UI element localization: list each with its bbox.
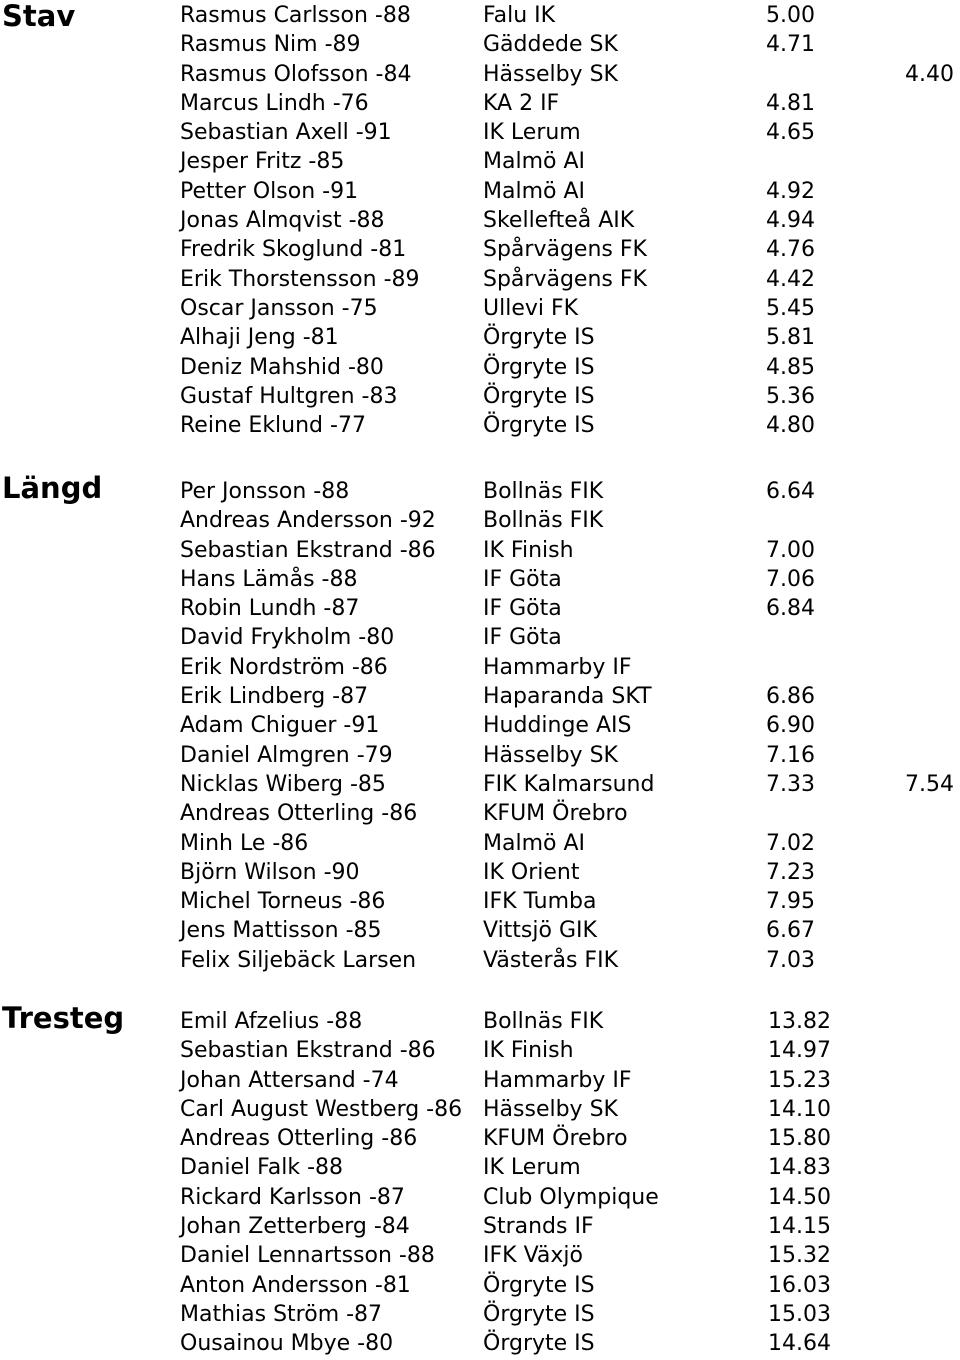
section-heading: Tresteg [2, 1001, 125, 1035]
result-row [0, 478, 960, 507]
result-row [0, 1125, 960, 1154]
club-name: Hammarby IF [483, 1067, 632, 1093]
athlete-name: Minh Le -86 [180, 830, 309, 856]
athlete-name: Sebastian Axell -91 [180, 120, 392, 146]
result-value: 5.00 [766, 3, 815, 28]
club-name: Malmö AI [483, 178, 585, 204]
result-row [0, 1330, 960, 1359]
athlete-name: Rasmus Olofsson -84 [180, 61, 412, 87]
result-row [0, 624, 960, 653]
result-row [0, 1272, 960, 1301]
result-value: 6.86 [766, 684, 815, 710]
result-row [0, 1154, 960, 1183]
result-value: 5.81 [766, 325, 815, 351]
extra-result-value: 4.40 [905, 61, 954, 87]
result-row [0, 2, 960, 31]
club-name: Skellefteå AIK [483, 208, 635, 234]
club-name: Bollnäs FIK [483, 479, 604, 504]
athlete-name: David Frykholm -80 [180, 625, 395, 651]
result-value: 4.80 [766, 413, 815, 439]
club-name: Bollnäs FIK [483, 508, 604, 534]
result-value: 7.00 [766, 537, 815, 563]
athlete-name: Andreas Otterling -86 [180, 801, 418, 827]
result-row [0, 742, 960, 771]
athlete-name: Daniel Lennartsson -88 [180, 1243, 435, 1269]
club-name: Hässelby SK [483, 61, 618, 87]
result-row [0, 1301, 960, 1330]
results-list [0, 2, 960, 441]
result-value: 15.03 [768, 1301, 831, 1327]
athlete-name: Rasmus Nim -89 [180, 32, 361, 58]
athlete-name: Erik Lindberg -87 [180, 684, 369, 710]
athlete-name: Fredrik Skoglund -81 [180, 237, 407, 263]
athlete-name: Erik Thorstensson -89 [180, 266, 420, 292]
club-name: IF Göta [483, 625, 562, 651]
athlete-name: Michel Torneus -86 [180, 889, 386, 915]
result-value: 7.23 [766, 859, 815, 885]
club-name: Club Olympique [483, 1184, 659, 1210]
club-name: FIK Kalmarsund [483, 771, 655, 797]
result-value: 4.81 [766, 90, 815, 116]
result-row [0, 236, 960, 265]
result-row [0, 148, 960, 177]
result-row [0, 1213, 960, 1242]
athlete-name: Oscar Jansson -75 [180, 295, 378, 321]
result-value: 15.23 [768, 1067, 831, 1093]
athlete-name: Jonas Almqvist -88 [180, 208, 385, 234]
result-row [0, 1067, 960, 1096]
result-row [0, 947, 960, 976]
athlete-name: Hans Lämås -88 [180, 566, 358, 592]
result-row [0, 771, 960, 800]
club-name: IK Lerum [483, 120, 581, 146]
club-name: Örgryte IS [483, 1331, 595, 1357]
result-row [0, 31, 960, 60]
club-name: IK Lerum [483, 1155, 581, 1181]
result-row [0, 595, 960, 624]
result-row [0, 324, 960, 353]
club-name: Hammarby IF [483, 654, 632, 680]
club-name: IFK Växjö [483, 1243, 583, 1269]
athlete-name: Adam Chiguer -91 [180, 713, 380, 739]
club-name: Huddinge AIS [483, 713, 632, 739]
result-row [0, 683, 960, 712]
results-list [0, 1008, 960, 1360]
athlete-name: Rickard Karlsson -87 [180, 1184, 405, 1210]
club-name: Örgryte IS [483, 1272, 595, 1298]
result-value: 4.76 [766, 237, 815, 263]
club-name: Örgryte IS [483, 383, 595, 409]
club-name: IF Göta [483, 596, 562, 622]
athlete-name: Andreas Andersson -92 [180, 508, 436, 534]
result-value: 7.03 [766, 947, 815, 973]
athlete-name: Per Jonsson -88 [180, 479, 350, 504]
result-row [0, 90, 960, 119]
section-heading: Stav [2, 0, 76, 33]
club-name: Falu IK [483, 3, 556, 28]
athlete-name: Jesper Fritz -85 [180, 149, 345, 175]
result-row [0, 383, 960, 412]
result-value: 14.83 [768, 1155, 831, 1181]
athlete-name: Sebastian Ekstrand -86 [180, 537, 436, 563]
athlete-name: Erik Nordström -86 [180, 654, 388, 680]
result-value: 16.03 [768, 1272, 831, 1298]
club-name: IK Orient [483, 859, 580, 885]
club-name: IF Göta [483, 566, 562, 592]
athlete-name: Sebastian Ekstrand -86 [180, 1038, 436, 1064]
result-value: 15.32 [768, 1243, 831, 1269]
result-value: 14.15 [768, 1214, 831, 1240]
club-name: Vittsjö GIK [483, 918, 597, 944]
club-name: IFK Tumba [483, 889, 597, 915]
athlete-name: Andreas Otterling -86 [180, 1126, 418, 1152]
club-name: Ullevi FK [483, 295, 579, 321]
result-row [0, 266, 960, 295]
athlete-name: Johan Attersand -74 [180, 1067, 399, 1093]
club-name: Gäddede SK [483, 32, 618, 58]
result-row [0, 830, 960, 859]
result-row [0, 1008, 960, 1037]
result-value: 5.36 [766, 383, 815, 409]
club-name: KA 2 IF [483, 90, 560, 116]
result-value: 4.42 [766, 266, 815, 292]
athlete-name: Emil Afzelius -88 [180, 1009, 363, 1034]
club-name: Malmö AI [483, 830, 585, 856]
result-value: 4.85 [766, 354, 815, 380]
result-row [0, 354, 960, 383]
result-row [0, 295, 960, 324]
result-row [0, 1184, 960, 1213]
result-value: 7.06 [766, 566, 815, 592]
result-row [0, 800, 960, 829]
result-value: 6.84 [766, 596, 815, 622]
athlete-name: Johan Zetterberg -84 [180, 1214, 410, 1240]
club-name: Örgryte IS [483, 325, 595, 351]
result-value: 14.10 [768, 1096, 831, 1122]
section-heading: Längd [2, 471, 103, 505]
athlete-name: Deniz Mahshid -80 [180, 354, 384, 380]
club-name: Västerås FIK [483, 947, 618, 973]
result-value: 4.71 [766, 32, 815, 58]
result-value: 14.64 [768, 1331, 831, 1357]
result-value: 4.65 [766, 120, 815, 146]
result-row [0, 1037, 960, 1066]
athlete-name: Felix Siljebäck Larsen [180, 947, 417, 973]
result-row [0, 917, 960, 946]
club-name: IK Finish [483, 1038, 574, 1064]
result-row [0, 888, 960, 917]
result-value: 14.97 [768, 1038, 831, 1064]
club-name: Malmö AI [483, 149, 585, 175]
athlete-name: Anton Andersson -81 [180, 1272, 411, 1298]
athlete-name: Daniel Falk -88 [180, 1155, 344, 1181]
result-value: 5.45 [766, 295, 815, 321]
result-row [0, 1096, 960, 1125]
result-value: 6.90 [766, 713, 815, 739]
athlete-name: Björn Wilson -90 [180, 859, 360, 885]
athlete-name: Nicklas Wiberg -85 [180, 771, 386, 797]
result-row [0, 1242, 960, 1271]
club-name: Hässelby SK [483, 1096, 618, 1122]
result-row [0, 712, 960, 741]
result-value: 4.94 [766, 208, 815, 234]
club-name: Bollnäs FIK [483, 1009, 604, 1034]
club-name: Strands IF [483, 1214, 594, 1240]
result-value: 7.95 [766, 889, 815, 915]
athlete-name: Rasmus Carlsson -88 [180, 3, 411, 28]
athlete-name: Alhaji Jeng -81 [180, 325, 339, 351]
result-row [0, 207, 960, 236]
result-row [0, 654, 960, 683]
athlete-name: Gustaf Hultgren -83 [180, 383, 398, 409]
athlete-name: Reine Eklund -77 [180, 413, 366, 439]
athlete-name: Robin Lundh -87 [180, 596, 360, 622]
athlete-name: Marcus Lindh -76 [180, 90, 369, 116]
results-list [0, 478, 960, 976]
club-name: KFUM Örebro [483, 801, 628, 827]
athlete-name: Mathias Ström -87 [180, 1301, 383, 1327]
result-value: 4.92 [766, 178, 815, 204]
result-row [0, 859, 960, 888]
club-name: Haparanda SKT [483, 684, 652, 710]
result-value: 14.50 [768, 1184, 831, 1210]
result-row [0, 61, 960, 90]
club-name: Spårvägens FK [483, 266, 647, 292]
club-name: KFUM Örebro [483, 1126, 628, 1152]
club-name: Hässelby SK [483, 742, 618, 768]
athlete-name: Petter Olson -91 [180, 178, 359, 204]
athlete-name: Daniel Almgren -79 [180, 742, 393, 768]
result-row [0, 178, 960, 207]
result-row [0, 119, 960, 148]
result-value: 7.02 [766, 830, 815, 856]
result-value: 15.80 [768, 1126, 831, 1152]
result-row [0, 566, 960, 595]
result-value: 6.64 [766, 479, 815, 504]
athlete-name: Jens Mattisson -85 [180, 918, 382, 944]
result-value: 7.16 [766, 742, 815, 768]
club-name: IK Finish [483, 537, 574, 563]
result-row [0, 537, 960, 566]
extra-result-value: 7.54 [905, 771, 954, 797]
club-name: Örgryte IS [483, 354, 595, 380]
result-value: 7.33 [766, 771, 815, 797]
athlete-name: Ousainou Mbye -80 [180, 1331, 394, 1357]
athlete-name: Carl August Westberg -86 [180, 1096, 463, 1122]
result-value: 6.67 [766, 918, 815, 944]
result-row [0, 507, 960, 536]
result-row [0, 412, 960, 441]
club-name: Spårvägens FK [483, 237, 647, 263]
result-value: 13.82 [768, 1009, 831, 1034]
club-name: Örgryte IS [483, 1301, 595, 1327]
club-name: Örgryte IS [483, 413, 595, 439]
